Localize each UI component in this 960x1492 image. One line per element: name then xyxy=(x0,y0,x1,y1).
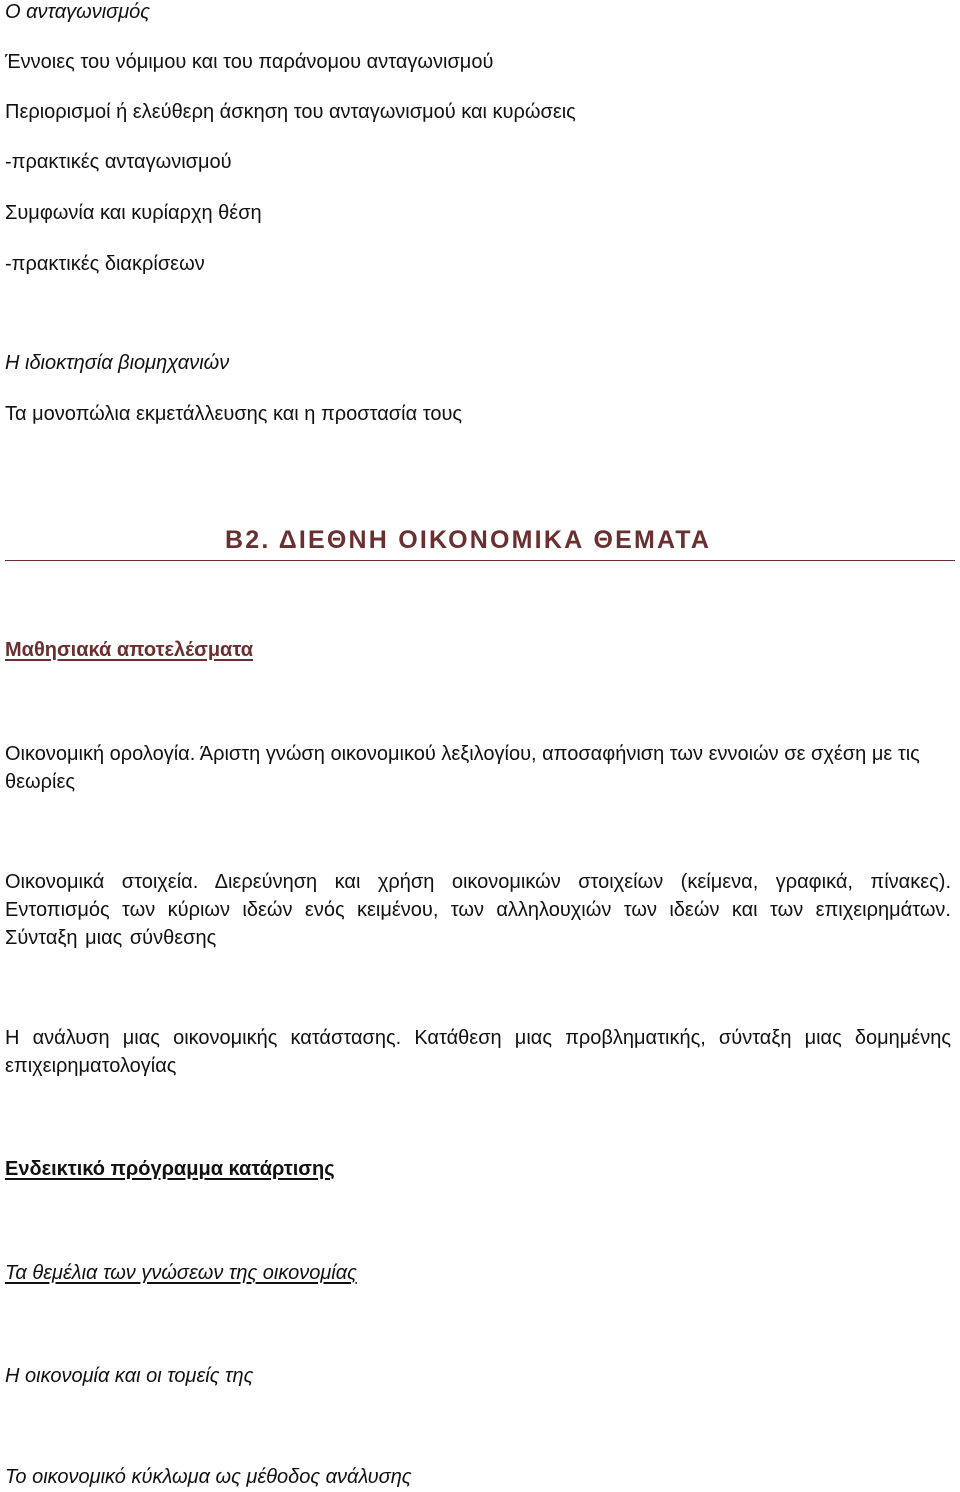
program-subheading: Τα θεμέλια των γνώσεων της οικονομίας xyxy=(5,1262,357,1284)
industrial-property-title: Η ιδιοκτησία βιομηχανιών xyxy=(5,352,230,374)
program-heading: Ενδεικτικό πρόγραμμα κατάρτισης xyxy=(5,1158,335,1180)
competition-line-concepts: Έννοιες του νόμιμου και του παράνομου ανταγωνισμού xyxy=(5,51,494,73)
competition-line-restrictions: Περιορισμοί ή ελεύθερη άσκηση του ανταγωνισμού και κυρώσεις xyxy=(5,101,576,123)
learning-outcomes-heading: Μαθησιακά αποτελέσματα xyxy=(5,639,254,661)
outcome-paragraph-analysis: Η ανάλυση μιας οικονομικής κατάστασης. Κατάθεση μιας προβληματικής, σύνταξη μιας δομημένης επιχειρηματολογίας xyxy=(5,1027,951,1077)
competition-title: Ο ανταγωνισμός xyxy=(5,1,151,23)
competition-line-discrimination: -πρακτικές διακρίσεων xyxy=(5,253,205,275)
competition-line-practices: -πρακτικές ανταγωνισμού xyxy=(5,151,232,173)
program-topic-economic-circuit: Το οικονομικό κύκλωμα ως μέθοδος ανάλυσης xyxy=(5,1466,412,1488)
section-heading: Β2. ΔΙΕΘΝΗ ΟΙΚΟΝΟΜΙΚΑ ΘΕΜΑΤΑ xyxy=(225,526,712,554)
outcome-paragraph-data: Οικονομικά στοιχεία. Διερεύνηση και χρήση οικονομικών στοιχείων (κείμενα, γραφικά, πίνακες). Εντοπισμός των κύριων ιδεών ενός κειμένου, των αλληλουχιών των ιδεών και των επιχειρημάτων. Σύνταξη μιας σύνθεσης xyxy=(5,871,951,949)
program-topic-economy-sectors: Η οικονομία και οι τομείς της xyxy=(5,1365,254,1387)
competition-line-agreement: Συμφωνία και κυρίαρχη θέση xyxy=(5,202,262,224)
industrial-property-line: Τα μονοπώλια εκμετάλλευσης και η προστασία τους xyxy=(5,403,463,425)
section-divider xyxy=(5,560,955,561)
outcome-paragraph-terminology: Οικονομική ορολογία. Άριστη γνώση οικονομικού λεξιλογίου, αποσαφήνιση των εννοιών σε σχέση με τις θεωρίες xyxy=(5,743,920,793)
